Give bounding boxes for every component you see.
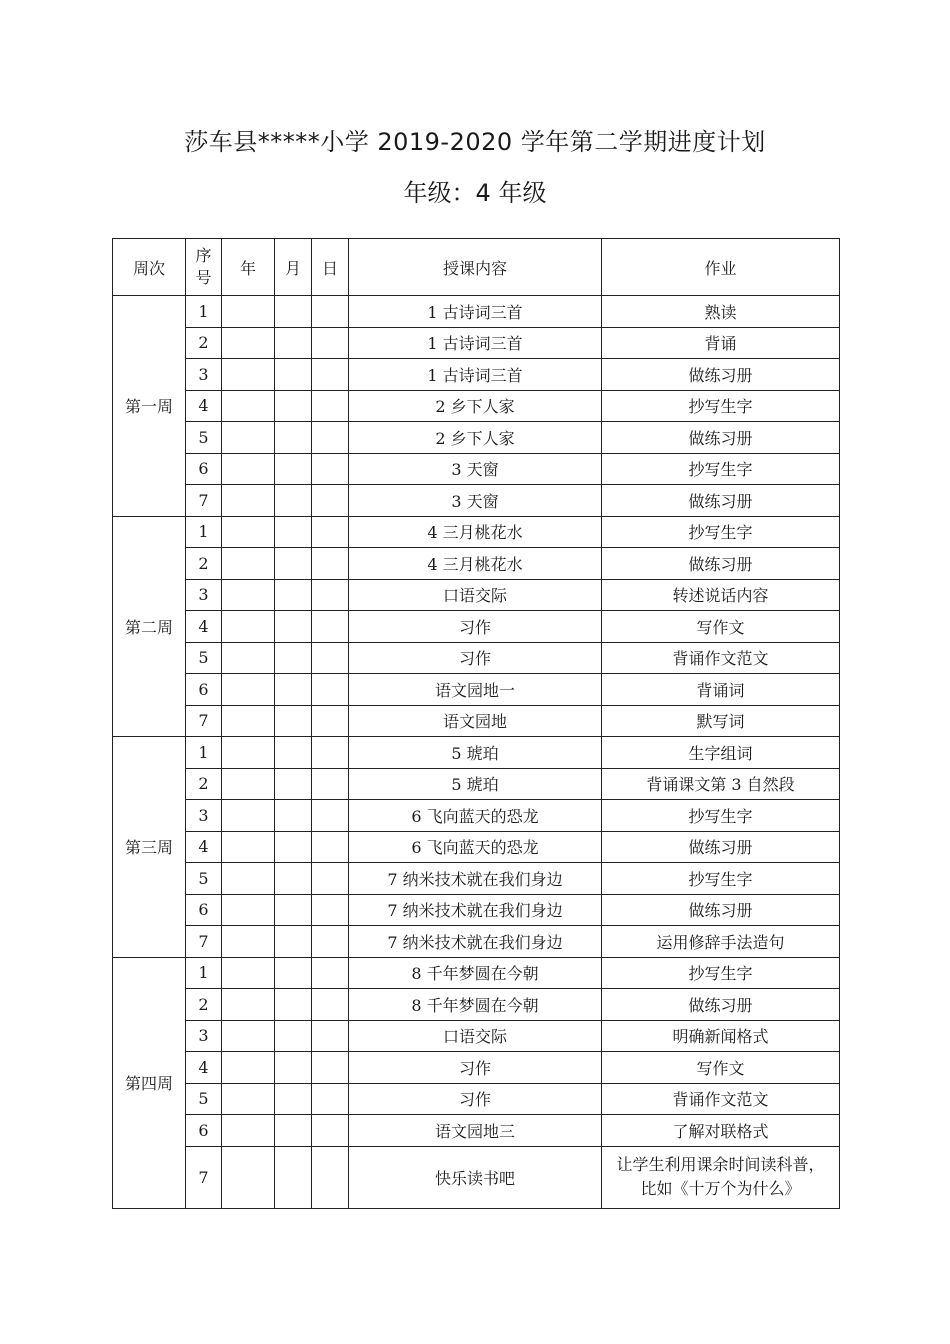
homework-line: 比如《十万个为什么》 <box>640 1179 801 1198</box>
content-cell: 1 古诗词三首 <box>349 359 602 391</box>
homework-cell: 生字组词 <box>602 737 840 769</box>
seq-cell: 1 <box>186 516 222 548</box>
week-label-cell: 第二周 <box>113 516 186 737</box>
content-cell: 6 飞向蓝天的恐龙 <box>349 800 602 832</box>
header-seq <box>186 239 222 296</box>
month-cell <box>275 1020 312 1052</box>
homework-cell: 写作文 <box>602 611 840 643</box>
content-cell: 5 琥珀 <box>349 768 602 800</box>
day-cell <box>312 705 349 737</box>
content-cell: 语文园地一 <box>349 674 602 706</box>
seq-cell: 3 <box>186 579 222 611</box>
table-row <box>113 390 840 422</box>
content-cell: 1 古诗词三首 <box>349 327 602 359</box>
year-cell <box>222 485 275 517</box>
year-cell <box>222 1146 275 1208</box>
homework-cell: 做练习册 <box>602 548 840 580</box>
year-cell <box>222 768 275 800</box>
day-cell <box>312 642 349 674</box>
month-cell <box>275 296 312 328</box>
table-row <box>113 800 840 832</box>
content-cell: 习作 <box>349 1083 602 1115</box>
year-cell <box>222 863 275 895</box>
homework-cell: 运用修辞手法造句 <box>602 926 840 958</box>
seq-cell: 4 <box>186 611 222 643</box>
seq-cell: 2 <box>186 548 222 580</box>
grade-subtitle: 年级：4 年级 <box>403 179 547 207</box>
table-row <box>113 453 840 485</box>
month-cell <box>275 327 312 359</box>
day-cell <box>312 831 349 863</box>
table-row <box>113 1052 840 1084</box>
year-cell <box>222 957 275 989</box>
seq-cell: 3 <box>186 1020 222 1052</box>
table-row <box>113 1083 840 1115</box>
header-year: 年 <box>222 239 275 296</box>
seq-cell: 1 <box>186 296 222 328</box>
day-cell <box>312 957 349 989</box>
year-cell <box>222 359 275 391</box>
homework-line: 让学生利用课余时间读科普， <box>616 1155 825 1174</box>
seq-cell: 5 <box>186 1083 222 1115</box>
table-row <box>113 926 840 958</box>
homework-cell: 做练习册 <box>602 359 840 391</box>
month-cell <box>275 642 312 674</box>
year-cell <box>222 894 275 926</box>
content-cell: 4 三月桃花水 <box>349 516 602 548</box>
seq-cell: 6 <box>186 453 222 485</box>
table-row <box>113 768 840 800</box>
table-row <box>113 674 840 706</box>
table-row <box>113 894 840 926</box>
seq-cell: 2 <box>186 327 222 359</box>
homework-cell: 抄写生字 <box>602 390 840 422</box>
seq-cell: 6 <box>186 894 222 926</box>
month-cell <box>275 548 312 580</box>
seq-cell: 5 <box>186 422 222 454</box>
day-cell <box>312 453 349 485</box>
table-row <box>113 611 840 643</box>
table-row <box>113 516 840 548</box>
homework-cell: 抄写生字 <box>602 957 840 989</box>
table-row <box>113 989 840 1021</box>
homework-cell: 写作文 <box>602 1052 840 1084</box>
day-cell <box>312 1146 349 1208</box>
day-cell <box>312 390 349 422</box>
content-cell: 8 千年梦圆在今朝 <box>349 989 602 1021</box>
month-cell <box>275 1115 312 1147</box>
month-cell <box>275 516 312 548</box>
homework-cell <box>602 1146 840 1208</box>
content-cell: 3 天窗 <box>349 485 602 517</box>
content-cell: 7 纳米技术就在我们身边 <box>349 894 602 926</box>
year-cell <box>222 1020 275 1052</box>
day-cell <box>312 1020 349 1052</box>
homework-cell: 默写词 <box>602 705 840 737</box>
homework-cell: 抄写生字 <box>602 453 840 485</box>
table-row <box>113 296 840 328</box>
seq-cell: 7 <box>186 1146 222 1208</box>
year-cell <box>222 737 275 769</box>
table-row <box>113 642 840 674</box>
table-row <box>113 359 840 391</box>
homework-cell: 抄写生字 <box>602 800 840 832</box>
year-cell <box>222 1115 275 1147</box>
seq-cell: 3 <box>186 800 222 832</box>
year-cell <box>222 800 275 832</box>
content-cell: 2 乡下人家 <box>349 422 602 454</box>
month-cell <box>275 989 312 1021</box>
header-seq-line2: 号 <box>195 268 212 287</box>
homework-cell: 做练习册 <box>602 485 840 517</box>
day-cell <box>312 296 349 328</box>
year-cell <box>222 453 275 485</box>
homework-cell: 做练习册 <box>602 422 840 454</box>
month-cell <box>275 485 312 517</box>
content-cell: 口语交际 <box>349 1020 602 1052</box>
seq-cell: 7 <box>186 926 222 958</box>
table-header-row <box>113 239 840 296</box>
content-cell: 口语交际 <box>349 579 602 611</box>
month-cell <box>275 863 312 895</box>
seq-cell: 2 <box>186 989 222 1021</box>
homework-cell: 转述说话内容 <box>602 579 840 611</box>
year-cell <box>222 296 275 328</box>
day-cell <box>312 548 349 580</box>
month-cell <box>275 737 312 769</box>
content-cell: 2 乡下人家 <box>349 390 602 422</box>
week-label-cell: 第三周 <box>113 737 186 958</box>
month-cell <box>275 768 312 800</box>
day-cell <box>312 926 349 958</box>
year-cell <box>222 642 275 674</box>
content-cell: 3 天窗 <box>349 453 602 485</box>
day-cell <box>312 422 349 454</box>
day-cell <box>312 579 349 611</box>
content-cell: 习作 <box>349 611 602 643</box>
homework-cell: 背诵作文范文 <box>602 1083 840 1115</box>
year-cell <box>222 1083 275 1115</box>
year-cell <box>222 674 275 706</box>
seq-cell: 1 <box>186 957 222 989</box>
table-row <box>113 1146 840 1208</box>
month-cell <box>275 453 312 485</box>
content-cell: 1 古诗词三首 <box>349 296 602 328</box>
day-cell <box>312 674 349 706</box>
table-row <box>113 957 840 989</box>
content-cell: 8 千年梦圆在今朝 <box>349 957 602 989</box>
table-row <box>113 1115 840 1147</box>
homework-cell: 背诵作文范文 <box>602 642 840 674</box>
header-homework: 作业 <box>602 239 840 296</box>
seq-cell: 2 <box>186 768 222 800</box>
month-cell <box>275 359 312 391</box>
day-cell <box>312 800 349 832</box>
homework-cell: 熟读 <box>602 296 840 328</box>
month-cell <box>275 957 312 989</box>
homework-cell: 抄写生字 <box>602 516 840 548</box>
seq-cell: 3 <box>186 359 222 391</box>
seq-cell: 7 <box>186 485 222 517</box>
schedule-table <box>112 238 840 1209</box>
month-cell <box>275 674 312 706</box>
day-cell <box>312 1115 349 1147</box>
day-cell <box>312 768 349 800</box>
month-cell <box>275 831 312 863</box>
content-cell: 语文园地 <box>349 705 602 737</box>
month-cell <box>275 422 312 454</box>
table-row <box>113 548 840 580</box>
seq-cell: 4 <box>186 1052 222 1084</box>
day-cell <box>312 894 349 926</box>
day-cell <box>312 327 349 359</box>
year-cell <box>222 611 275 643</box>
content-cell: 7 纳米技术就在我们身边 <box>349 926 602 958</box>
schedule-table-body <box>113 296 840 1209</box>
seq-cell: 6 <box>186 674 222 706</box>
year-cell <box>222 390 275 422</box>
header-seq-line1: 序 <box>195 246 212 265</box>
year-cell <box>222 516 275 548</box>
homework-cell: 背诵词 <box>602 674 840 706</box>
homework-cell: 做练习册 <box>602 894 840 926</box>
year-cell <box>222 831 275 863</box>
homework-cell: 抄写生字 <box>602 863 840 895</box>
content-cell: 7 纳米技术就在我们身边 <box>349 863 602 895</box>
year-cell <box>222 989 275 1021</box>
month-cell <box>275 926 312 958</box>
content-cell: 快乐读书吧 <box>349 1146 602 1208</box>
homework-cell: 背诵课文第 3 自然段 <box>602 768 840 800</box>
table-row <box>113 327 840 359</box>
table-row <box>113 705 840 737</box>
day-cell <box>312 1052 349 1084</box>
seq-cell: 5 <box>186 642 222 674</box>
year-cell <box>222 422 275 454</box>
homework-cell: 做练习册 <box>602 989 840 1021</box>
year-cell <box>222 579 275 611</box>
table-row <box>113 485 840 517</box>
table-row <box>113 1020 840 1052</box>
content-cell: 习作 <box>349 1052 602 1084</box>
year-cell <box>222 926 275 958</box>
day-cell <box>312 611 349 643</box>
year-cell <box>222 1052 275 1084</box>
seq-cell: 6 <box>186 1115 222 1147</box>
homework-cell: 了解对联格式 <box>602 1115 840 1147</box>
table-row <box>113 579 840 611</box>
header-content: 授课内容 <box>349 239 602 296</box>
month-cell <box>275 800 312 832</box>
seq-cell: 7 <box>186 705 222 737</box>
seq-cell: 4 <box>186 831 222 863</box>
table-row <box>113 831 840 863</box>
week-label-cell: 第一周 <box>113 296 186 517</box>
header-month: 月 <box>275 239 312 296</box>
homework-cell: 背诵 <box>602 327 840 359</box>
page-title: 莎车县*****小学 2019-2020 学年第二学期进度计划 <box>184 128 766 156</box>
content-cell: 4 三月桃花水 <box>349 548 602 580</box>
day-cell <box>312 359 349 391</box>
month-cell <box>275 579 312 611</box>
month-cell <box>275 611 312 643</box>
homework-cell: 明确新闻格式 <box>602 1020 840 1052</box>
table-row <box>113 737 840 769</box>
week-label-cell: 第四周 <box>113 957 186 1208</box>
year-cell <box>222 705 275 737</box>
day-cell <box>312 1083 349 1115</box>
day-cell <box>312 863 349 895</box>
header-week: 周次 <box>113 239 186 296</box>
month-cell <box>275 1052 312 1084</box>
seq-cell: 4 <box>186 390 222 422</box>
content-cell: 6 飞向蓝天的恐龙 <box>349 831 602 863</box>
content-cell: 5 琥珀 <box>349 737 602 769</box>
month-cell <box>275 1083 312 1115</box>
day-cell <box>312 737 349 769</box>
seq-cell: 1 <box>186 737 222 769</box>
seq-cell: 5 <box>186 863 222 895</box>
year-cell <box>222 327 275 359</box>
content-cell: 语文园地三 <box>349 1115 602 1147</box>
day-cell <box>312 485 349 517</box>
month-cell <box>275 705 312 737</box>
header-day: 日 <box>312 239 349 296</box>
homework-cell: 做练习册 <box>602 831 840 863</box>
month-cell <box>275 390 312 422</box>
table-row <box>113 863 840 895</box>
year-cell <box>222 548 275 580</box>
month-cell <box>275 1146 312 1208</box>
content-cell: 习作 <box>349 642 602 674</box>
table-row <box>113 422 840 454</box>
month-cell <box>275 894 312 926</box>
day-cell <box>312 989 349 1021</box>
day-cell <box>312 516 349 548</box>
